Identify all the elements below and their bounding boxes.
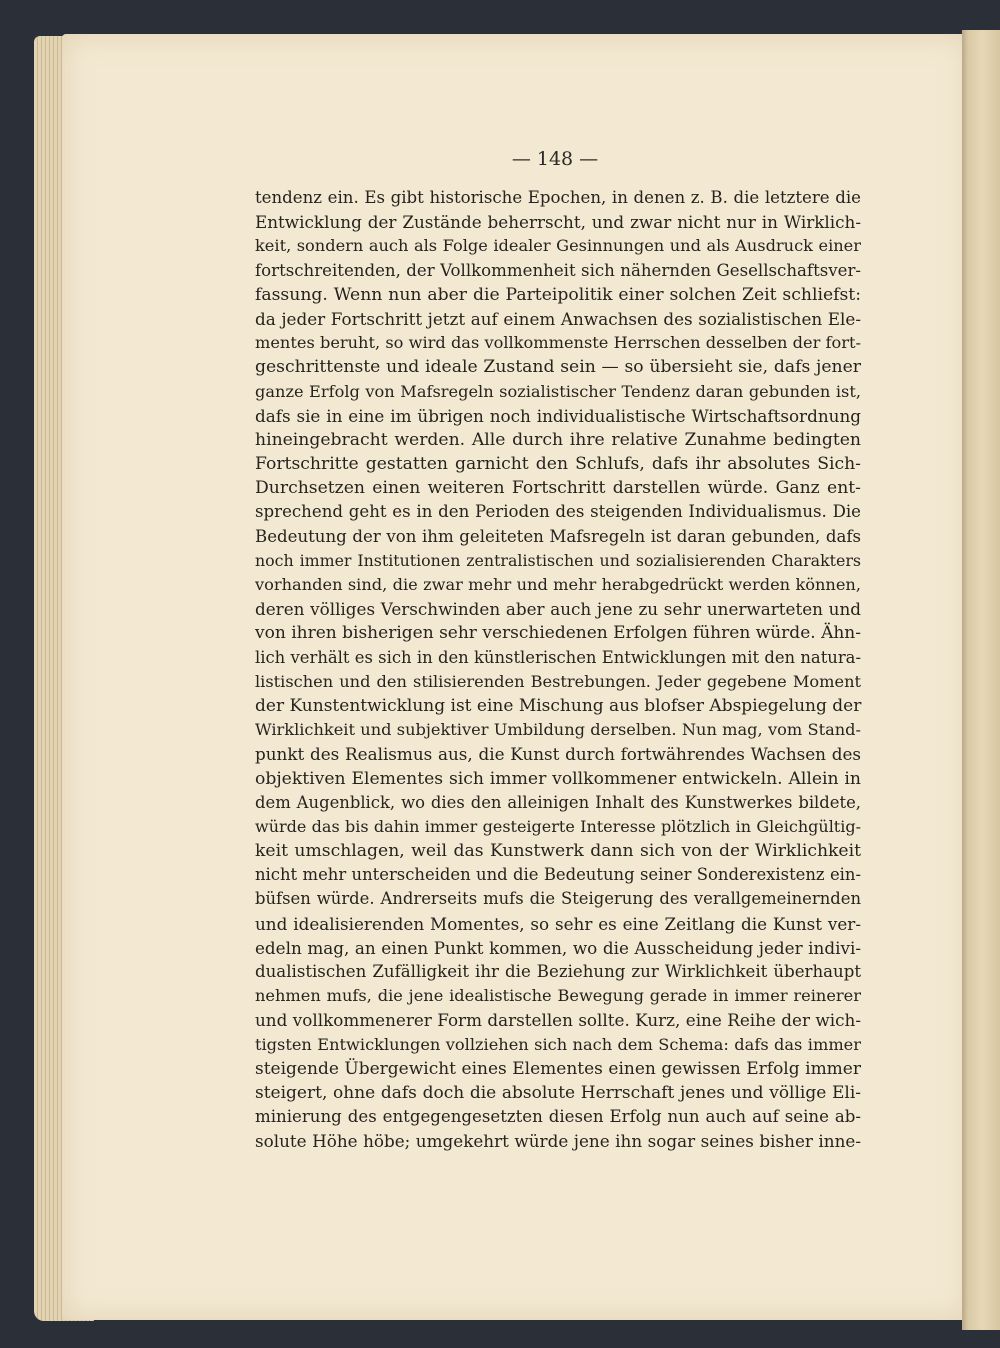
text-line: Fortschritte gestatten garnicht den Schlufs, dafs ihr absolutes Sich- [255,454,861,475]
text-line: Entwicklung der Zustände beherrscht, und zwar nicht nur in Wirklich- [255,212,861,233]
text-line: Wirklichkeit und subjektiver Umbildung derselben. Nun mag, vom Stand- [255,720,861,740]
page-number: — 148 — [511,148,599,170]
text-line: und idealisierenden Momentes, so sehr es eine Zeitlang die Kunst ver- [255,913,861,934]
text-line: von ihren bisherigen sehr verschiedenen Erfolgen führen würde. Ähn- [255,623,861,644]
text-line: solute Höhe höbe; umgekehrt würde jene ihn sogar seines bisher inne- [255,1131,861,1152]
text-line: der Kunstentwicklung ist eine Mischung aus blofser Abspiegelung der [255,695,862,716]
text-line: da jeder Fortschritt jetzt auf einem Anwachsen des sozialistischen Ele- [255,308,861,329]
text-line: fassung. Wenn nun aber die Parteipolitik einer solchen Zeit schliefst: [255,284,861,305]
facing-page-edge [962,30,1000,1330]
text-line: hineingebracht werden. Alle durch ihre relative Zunahme bedingten [255,429,861,450]
text-line: deren völliges Verschwinden aber auch jene zu sehr unerwarteten und [255,599,861,620]
text-line: objektiven Elementes sich immer vollkommener entwickeln. Allein in [255,768,861,789]
text-line: ganze Erfolg von Mafsregeln sozialistischer Tendenz daran gebunden ist, [255,381,861,401]
text-line: keit umschlagen, weil das Kunstwerk dann sich von der Wirklichkeit [255,841,861,862]
text-line: büfsen würde. Andrerseits mufs die Steigerung des verallgemeinernden [255,889,861,909]
text-line: steigert, ohne dafs doch die absolute Herrschaft jenes und völlige Eli- [255,1082,861,1103]
text-line: edeln mag, an einen Punkt kommen, wo die Ausscheidung jeder indivi- [255,937,861,958]
text-line: Durchsetzen einen weiteren Fortschritt darstellen würde. Ganz ent- [255,478,861,499]
text-line: fortschreitenden, der Vollkommenheit sich nähernden Gesellschaftsver- [255,260,861,280]
body-text [255,186,861,1154]
text-line: dem Augenblick, wo dies den alleinigen Inhalt des Kunstwerkes bildete, [255,792,861,812]
text-line: sprechend geht es in den Perioden des steigenden Individualismus. Die [255,502,861,522]
text-line: tigsten Entwicklungen vollziehen sich nach dem Schema: dafs das immer [255,1034,861,1054]
text-line: minierung des entgegengesetzten diesen Erfolg nun auch auf seine ab- [255,1107,861,1127]
text-line: würde das bis dahin immer gesteigerte Interesse plötzlich in Gleichgültig- [255,816,861,836]
text-line: Bedeutung der von ihm geleiteten Mafsregeln ist daran gebunden, dafs [255,526,861,546]
text-line: dafs sie in eine im übrigen noch individualistische Wirtschaftsordnung [255,405,861,426]
text-line: geschrittenste und ideale Zustand sein — so übersieht sie, dafs jener [255,357,861,378]
text-line: mentes beruht, so wird das vollkommenste Herrschen desselben der fort- [255,333,861,353]
text-line: nehmen mufs, die jene idealistische Bewegung gerade in immer reinerer [255,986,861,1006]
text-line: lich verhält es sich in den künstlerischen Entwicklungen mit den natura- [255,647,861,667]
text-line: und vollkommenerer Form darstellen sollte. Kurz, eine Reihe der wich- [255,1010,861,1031]
text-line: tendenz ein. Es gibt historische Epochen, in denen z. B. die letztere die [255,188,861,207]
text-line: keit, sondern auch als Folge idealer Gesinnungen und als Ausdruck einer [255,236,861,256]
text-line: punkt des Realismus aus, die Kunst durch fortwährendes Wachsen des [255,744,861,765]
text-line: listischen und den stilisierenden Bestrebungen. Jeder gegebene Moment [255,671,861,691]
text-line: steigende Übergewicht eines Elementes einen gewissen Erfolg immer [255,1058,861,1079]
text-line: dualistischen Zufälligkeit ihr die Beziehung zur Wirklichkeit überhaupt [255,962,861,981]
text-line: nicht mehr unterscheiden und die Bedeutung seiner Sonderexistenz ein- [255,865,861,885]
text-line: vorhanden sind, die zwar mehr und mehr herabgedrückt werden können, [255,575,861,594]
text-line: noch immer Institutionen zentralistischen und sozialisierenden Charakters [255,550,861,570]
